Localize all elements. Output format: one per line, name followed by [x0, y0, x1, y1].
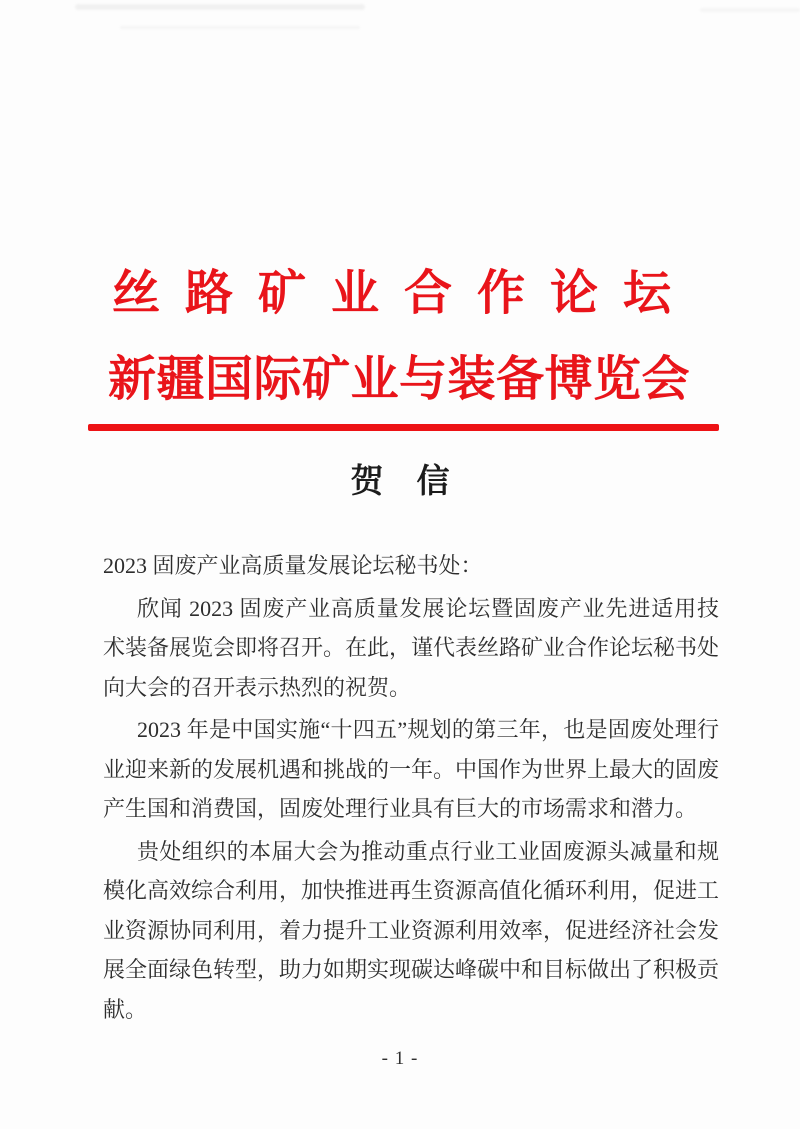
scan-smudge: [700, 8, 800, 12]
letterhead-line1: 丝路矿业合作论坛: [112, 267, 697, 320]
letterhead: [0, 267, 800, 431]
paragraph-2: 2023 年是中国实施“十四五”规划的第三年，也是固废处理行业迎来新的发展机遇和挑战的一年。中国作为世界上最大的固废产生国和消费国，固废处理行业具有巨大的市场需求和潜力。: [103, 717, 720, 821]
scan-smudge: [120, 26, 360, 29]
letterhead-rule: [88, 424, 719, 431]
paragraph-3: 贵处组织的本届大会为推动重点行业工业固废源头减量和规模化高效综合利用，加快推进再生资源高值化循环利用，促进工业资源协同利用，着力提升工业资源利用效率，促进经济社会发展全面绿色转型，助力如期实现碳达峰碳中和目标做出了积极贡献。: [103, 838, 720, 1022]
letter-title: 贺 信: [350, 464, 450, 500]
salutation: 2023 固废产业高质量发展论坛秘书处：: [103, 553, 483, 578]
page-number: - 1 -: [381, 1048, 419, 1069]
scan-smudge: [75, 4, 365, 10]
letterhead-line2: 新疆国际矿业与装备博览会: [108, 353, 691, 406]
letter-body: [103, 546, 719, 1032]
paragraph-1: 欣闻 2023 固废产业高质量发展论坛暨固废产业先进适用技术装备展览会即将召开。在此，谨代表丝路矿业合作论坛秘书处向大会的召开表示热烈的祝贺。: [103, 595, 720, 700]
